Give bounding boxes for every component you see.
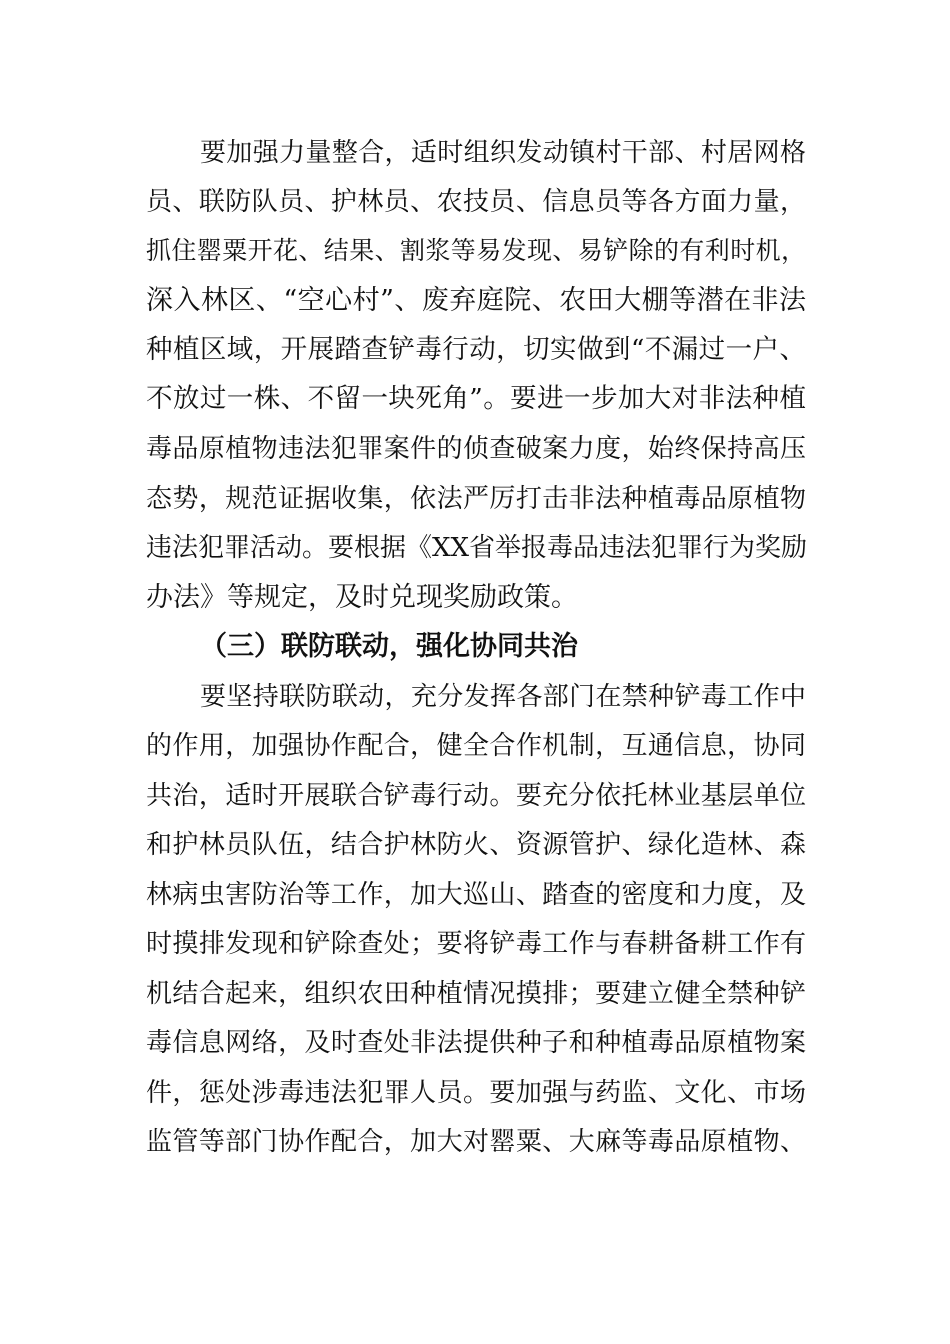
- paragraph-line: 深入林区、“空心村”、废弃庭院、农田大棚等潜在非法: [146, 285, 806, 316]
- paragraph-line: 的作用，加强协作配合，健全合作机制，互通信息，协同: [146, 731, 806, 761]
- paragraph-line: 毒信息网络，及时查处非法提供种子和种植毒品原植物案: [146, 1028, 806, 1058]
- paragraph-line: 监管等部门协作配合，加大对罂粟、大麻等毒品原植物、: [146, 1127, 806, 1157]
- paragraph-line: 要加强力量整合，适时组织发动镇村干部、村居网格: [200, 138, 806, 168]
- paragraph-line: 时摸排发现和铲除查处；要将铲毒工作与春耕备耕工作有: [146, 929, 806, 959]
- paragraph-line: 和护林员队伍，结合护林防火、资源管护、绿化造林、森: [146, 830, 806, 860]
- paragraph-line: 林病虫害防治等工作，加大巡山、踏查的密度和力度，及: [146, 880, 806, 910]
- paragraph-line: 毒品原植物违法犯罪案件的侦查破案力度，始终保持高压: [146, 434, 806, 464]
- paragraph-line: 不放过一株、不留一块死角”。要进一步加大对非法种植: [146, 383, 806, 414]
- paragraph-line: 抓住罂粟开花、结果、割浆等易发现、易铲除的有利时机，: [146, 236, 806, 265]
- paragraph-line: 办法》等规定，及时兑现奖励政策。: [146, 582, 578, 613]
- paragraph-line: 要坚持联防联动，充分发挥各部门在禁种铲毒工作中: [200, 682, 806, 712]
- paragraph-line: 机结合起来，组织农田种植情况摸排；要建立健全禁种铲: [146, 979, 806, 1009]
- paragraph-line: 态势，规范证据收集，依法严厉打击非法种植毒品原植物: [146, 484, 806, 514]
- paragraph-line: 件，惩处涉毒违法犯罪人员。要加强与药监、文化、市场: [146, 1078, 806, 1108]
- paragraph-line: 共治，适时开展联合铲毒行动。要充分依托林业基层单位: [146, 781, 806, 811]
- paragraph-line: 种植区域，开展踏查铲毒行动，切实做到“不漏过一户、: [146, 334, 806, 365]
- paragraph-line: 违法犯罪活动。要根据《XX省举报毒品违法犯罪行为奖励: [146, 533, 808, 563]
- section-heading: （三）联防联动，强化协同共治: [200, 631, 578, 662]
- paragraph-line: 员、联防队员、护林员、农技员、信息员等各方面力量，: [146, 187, 806, 217]
